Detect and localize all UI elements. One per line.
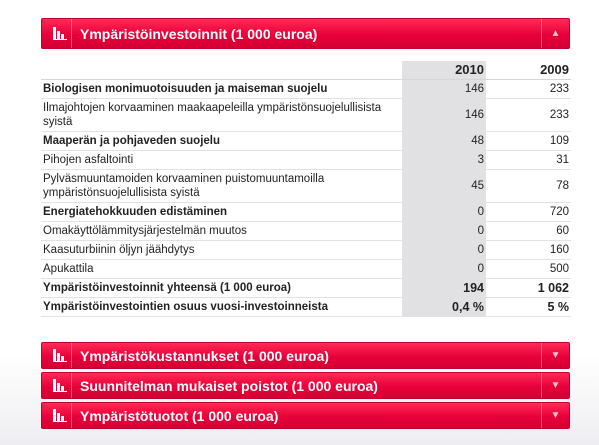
value-2009: 78	[486, 169, 571, 202]
table-row	[41, 169, 571, 202]
value-2009: 233	[486, 98, 571, 131]
table-row	[41, 259, 571, 278]
row-label: Pylväsmuuntamoiden korvaaminen puistomuuntamoilla ympäristönsuojelullisista syistä	[41, 169, 402, 202]
section-header-investments[interactable]	[41, 18, 570, 49]
value-2010: 0	[402, 221, 486, 240]
expand-arrow-icon[interactable]: ▼	[541, 343, 569, 368]
value-2010: 48	[402, 131, 486, 150]
table-row	[41, 131, 571, 150]
value-2010: 146	[402, 98, 486, 131]
table-row	[41, 98, 571, 131]
bar-chart-icon	[48, 343, 72, 368]
table-row	[41, 150, 571, 169]
value-2010: 3	[402, 150, 486, 169]
value-2010: 0	[402, 202, 486, 221]
table-row	[41, 221, 571, 240]
value-2009: 500	[486, 259, 571, 278]
table-row	[41, 202, 571, 221]
value-2009: 720	[486, 202, 571, 221]
table-header-row	[41, 61, 571, 79]
column-header-2010: 2010	[402, 61, 486, 79]
row-label: Maaperän ja pohjaveden suojelu	[41, 131, 402, 150]
value-2010: 45	[402, 169, 486, 202]
expand-arrow-icon[interactable]: ▼	[541, 403, 569, 428]
section-title: Suunnitelman mukaiset poistot (1 000 euroa)	[80, 377, 378, 394]
section-header-depreciation[interactable]	[41, 372, 570, 399]
section-header-income[interactable]	[41, 402, 570, 429]
total-row	[41, 297, 571, 316]
section-header-costs[interactable]	[41, 342, 570, 369]
collapse-arrow-icon[interactable]: ▲	[541, 19, 569, 48]
row-label: Apukattila	[41, 259, 402, 278]
value-2009: 233	[486, 79, 571, 98]
row-label: Ilmajohtojen korvaaminen maakaapeleilla ympäristönsuojelullisista syistä	[41, 98, 402, 131]
section-title: Ympäristötuotot (1 000 euroa)	[80, 407, 279, 424]
value-2009: 60	[486, 221, 571, 240]
row-label: Energiatehokkuuden edistäminen	[41, 202, 402, 221]
row-label: Omakäyttölämmitysjärjestelmän muutos	[41, 221, 402, 240]
row-label: Pihojen asfaltointi	[41, 150, 402, 169]
value-2010: 146	[402, 79, 486, 98]
bar-chart-icon	[48, 19, 72, 48]
bar-chart-icon	[48, 373, 72, 398]
label-column-header	[41, 61, 402, 79]
column-header-2009: 2009	[486, 61, 571, 79]
section-title: Ympäristökustannukset (1 000 euroa)	[80, 347, 329, 364]
expand-arrow-icon[interactable]: ▼	[541, 373, 569, 398]
value-2009: 160	[486, 240, 571, 259]
table-row	[41, 79, 571, 98]
value-2010: 0	[402, 259, 486, 278]
row-label: Biologisen monimuotoisuuden ja maiseman suojelu	[41, 79, 402, 98]
value-2009: 31	[486, 150, 571, 169]
investments-table	[41, 61, 571, 317]
value-2010: 194	[402, 278, 486, 297]
row-label: Kaasuturbiinin öljyn jäähdytys	[41, 240, 402, 259]
value-2009: 109	[486, 131, 571, 150]
bar-chart-icon	[48, 403, 72, 428]
value-2010: 0,4 %	[402, 297, 486, 316]
section-title: Ympäristöinvestoinnit (1 000 euroa)	[80, 25, 318, 42]
value-2009: 5 %	[486, 297, 571, 316]
row-label: Ympäristöinvestointien osuus vuosi-investoinneista	[41, 297, 402, 316]
value-2010: 0	[402, 240, 486, 259]
value-2009: 1 062	[486, 278, 571, 297]
row-label: Ympäristöinvestoinnit yhteensä (1 000 euroa)	[41, 278, 402, 297]
total-row	[41, 278, 571, 297]
table-row	[41, 240, 571, 259]
